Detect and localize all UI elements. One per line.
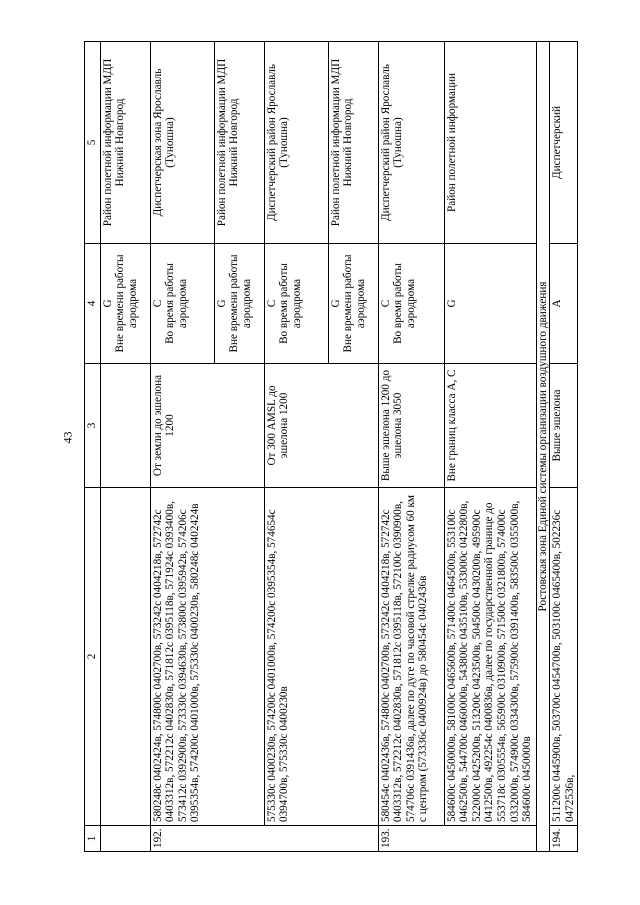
altitude-cell: Вне границ класса А, С [444,364,536,488]
coords-cell: 511200с 0445900в, 503700с 0454700в, 503100с 0465400в, 502236с 0472536в, [550,488,578,826]
table-row [264,42,328,852]
coords-cell: 580248с 0402424в, 574800с 0402700в, 573242с 0404218в, 572742с 0403312в, 572212с 0402830в, 571812с 0395118в, 571924с 0393400в, 573412с 0392900в, 573330с 0394630в, 573800с 0395942в, 574206с 0395354в, 574200с 0401000в, 575330с 0400230в, 580248с 0402424в [150,488,264,826]
altitude-cell: Выше эшелона [550,364,578,488]
class-cell: A [550,244,578,364]
row-number: 193. [378,826,536,852]
header-row [85,42,101,852]
class-cell: C Во время работы аэродрома [150,244,214,364]
section-title: Ростовская зона Единой системы организации воздушного движения [536,42,550,852]
unit-cell: Район полетной информации МДП Нижний Новгород [328,42,378,244]
coords-cell: 575330с 0400230в, 574200с 0401000в, 574200с 0395354в, 574654с 0394700в, 575330с 0400230в [264,488,378,826]
altitude-cell: От земли до эшелона 1200 [150,364,264,488]
class-cell: G Вне времени работы аэродрома [328,244,378,364]
unit-cell: Диспетчерская зона Ярославль (Туношна) [150,42,214,244]
class-cell: C Во время работы аэродрома [264,244,328,364]
unit-cell: Диспетчерский район Ярославль (Туношна) [378,42,444,244]
table-row [444,42,536,852]
unit-cell: Диспетчерский район Ярославль (Туношна) [264,42,328,244]
header-cell: 4 [85,244,101,364]
airspace-table [84,41,578,852]
header-cell: 1 [85,826,101,852]
rotated-page [84,42,574,852]
table-row [150,42,214,852]
row-number: 192. [150,826,378,852]
class-cell: G Вне времени работы аэродрома [214,244,264,364]
class-cell: G [444,244,536,364]
unit-cell: Диспетчерский [550,42,578,244]
header-cell: 5 [85,42,101,244]
unit-cell: Район полетной информации МДП Нижний Новгород [214,42,264,244]
row-number: 194. [550,826,578,852]
altitude-cell: От 300 AMSL до эшелона 1200 [264,364,378,488]
class-cell: C Во время работы аэродрома [378,244,444,364]
page-number: 43 [60,431,75,444]
coords-cell: 584600с 0450000в, 581000с 0465600в, 571400с 0464500в, 553100с 0462500в, 544700с 0460000в, 543800с 0435100в, 533000с 0422800в, 522000с 0425200в, 513200с 0423500в, 504500с 0430200в, 495900с 0412500в, 492254с 0400836в, далее по государственной границе до 553718с 0305554в, 565900с 0310900в, 571500с 0321800в, 574000с 0332000в, 574900с 0334300в, 575900с 0391400в, 583500с 0355000в, 584600с 0450000в [444,488,536,826]
table-row [550,42,578,852]
unit-cell: Район полетной информации [444,42,536,244]
altitude-cell: Выше эшелона 1200 до эшелона 3050 [378,364,444,488]
table-row [378,42,444,852]
coords-cell: 580454с 0402436в, 574800с 0402700в, 573242с 0404218в, 572742с 0403312в, 572212с 0402830в, 571812с 0395118в, 572100с 0390900в, 574706с 0391436в, далее по дуге по часовой стрелке радиусом 60 км с центром (573336с 0400924в) до 580454с 0402436в [378,488,444,826]
header-cell: 3 [85,364,101,488]
section-row [536,42,550,852]
table-cell: Район полетной информации МДП Нижний Новгород [100,42,150,244]
table-row [100,42,150,852]
header-cell: 2 [85,488,101,826]
table-cell: G Вне времени работы аэродрома [100,244,150,364]
